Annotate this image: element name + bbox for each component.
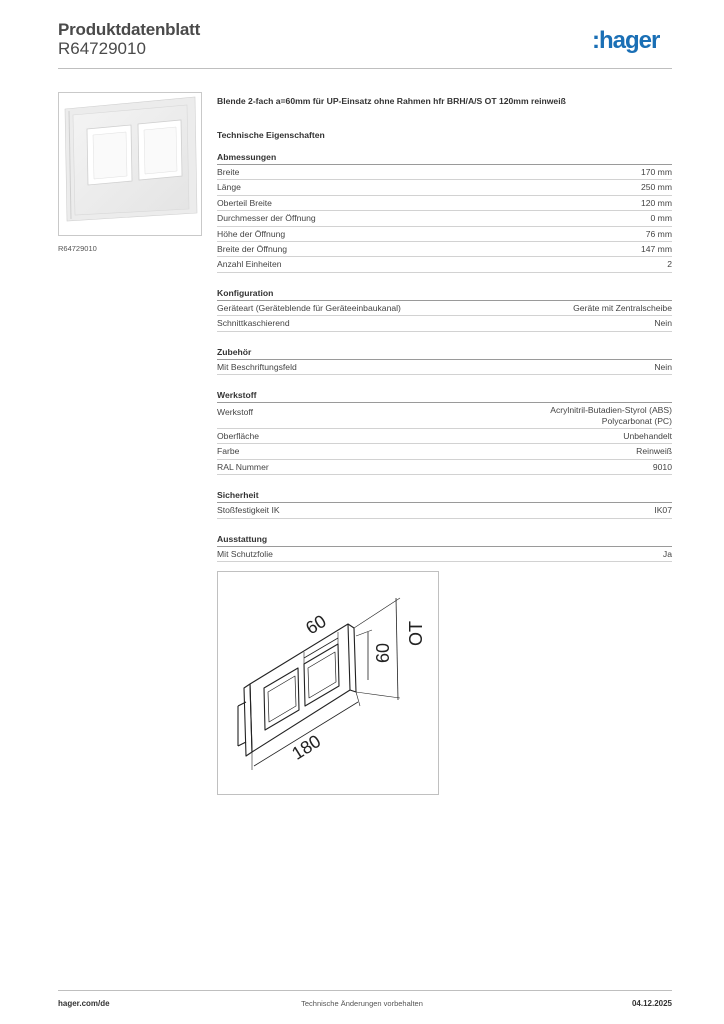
dimension-drawing [218,572,438,794]
property-value: Reinweiß [636,446,672,457]
dimension-length-label: 180 [288,730,325,764]
property-label: Durchmesser der Öffnung [217,213,316,224]
cover-plate-illustration [59,93,201,235]
material-value-2: Polycarbonat (PC) [601,416,672,427]
property-value: Nein [654,361,672,372]
property-value: 147 mm [640,244,672,255]
property-label: Stoßfestigkeit IK [217,505,280,516]
footer-divider [58,990,672,991]
property-row [217,242,672,257]
property-row [217,444,672,459]
group-title: Zubehör [217,346,672,360]
dimension-height-label: 60 [373,642,393,663]
product-image [58,92,202,236]
dimension-ot-label: OT [406,621,426,646]
section-technical-properties: Technische Eigenschaften [217,130,325,140]
property-value: 2 [667,259,672,270]
property-row [217,403,672,429]
properties-panel [217,94,672,592]
property-label: RAL Nummer [217,461,269,472]
group-equipment [217,533,672,562]
property-row [217,301,672,316]
group-title: Werkstoff [217,389,672,403]
property-label: Mit Beschriftungsfeld [217,361,297,372]
property-value: IK07 [654,505,672,516]
footer-date: 04.12.2025 [631,999,672,1008]
group-safety [217,489,672,518]
property-row [217,460,672,475]
property-row [217,547,672,562]
product-title: Blende 2-fach a=60mm für UP-Einsatz ohne Rahmen hfr BRH/A/S OT 120mm reinweiß [217,96,566,106]
property-row [217,429,672,444]
property-row [217,196,672,211]
property-value: 76 mm [645,228,672,239]
property-label: Schnittkaschierend [217,318,290,329]
property-label: Länge [217,182,241,193]
group-dimensions [217,151,672,273]
property-value: 9010 [652,461,672,472]
dimension-top-label: 60 [302,610,330,639]
property-row [217,165,672,180]
property-value [550,405,672,427]
image-caption: R64729010 [58,244,97,253]
property-row [217,360,672,375]
group-configuration [217,287,672,332]
property-row [217,227,672,242]
property-label: Anzahl Einheiten [217,259,282,270]
product-number: R64729010 [58,39,146,58]
property-label: Geräteart (Geräteblende für Geräteeinbaukanal) [217,302,401,313]
hager-logo [592,24,676,58]
material-value-1: Acrylnitril-Butadien-Styrol (ABS) [550,405,672,416]
group-title: Sicherheit [217,489,672,503]
svg-text::hager: :hager [592,27,660,54]
technical-drawing [217,571,439,795]
property-label: Höhe der Öffnung [217,228,286,239]
property-value: Unbehandelt [623,431,672,442]
group-title: Ausstattung [217,533,672,547]
property-label: Oberteil Breite [217,197,272,208]
property-row [217,503,672,518]
property-label: Farbe [217,446,240,457]
property-value: Nein [654,318,672,329]
property-value: Geräte mit Zentralscheibe [573,302,672,313]
property-label: Breite [217,167,240,177]
property-row [217,180,672,195]
property-label: Mit Schutzfolie [217,548,273,559]
group-accessories [217,346,672,375]
group-title: Konfiguration [217,287,672,301]
group-material [217,389,672,475]
property-value: 0 mm [650,213,672,224]
document-title: Produktdatenblatt [58,20,201,39]
group-title: Abmessungen [217,151,672,165]
header-divider [58,68,672,69]
footer-disclaimer: Technische Änderungen vorbehalten [301,999,423,1008]
property-row [217,211,672,226]
property-row [217,316,672,331]
property-label: Breite der Öffnung [217,244,288,255]
property-value: 120 mm [640,197,672,208]
property-row [217,257,672,272]
property-label: Oberfläche [217,431,260,442]
property-label: Werkstoff [217,407,253,418]
footer-website-link[interactable]: hager.com/de [58,999,110,1008]
property-value: 170 mm [640,167,672,177]
property-value: 250 mm [640,182,672,193]
property-value: Ja [662,548,672,559]
